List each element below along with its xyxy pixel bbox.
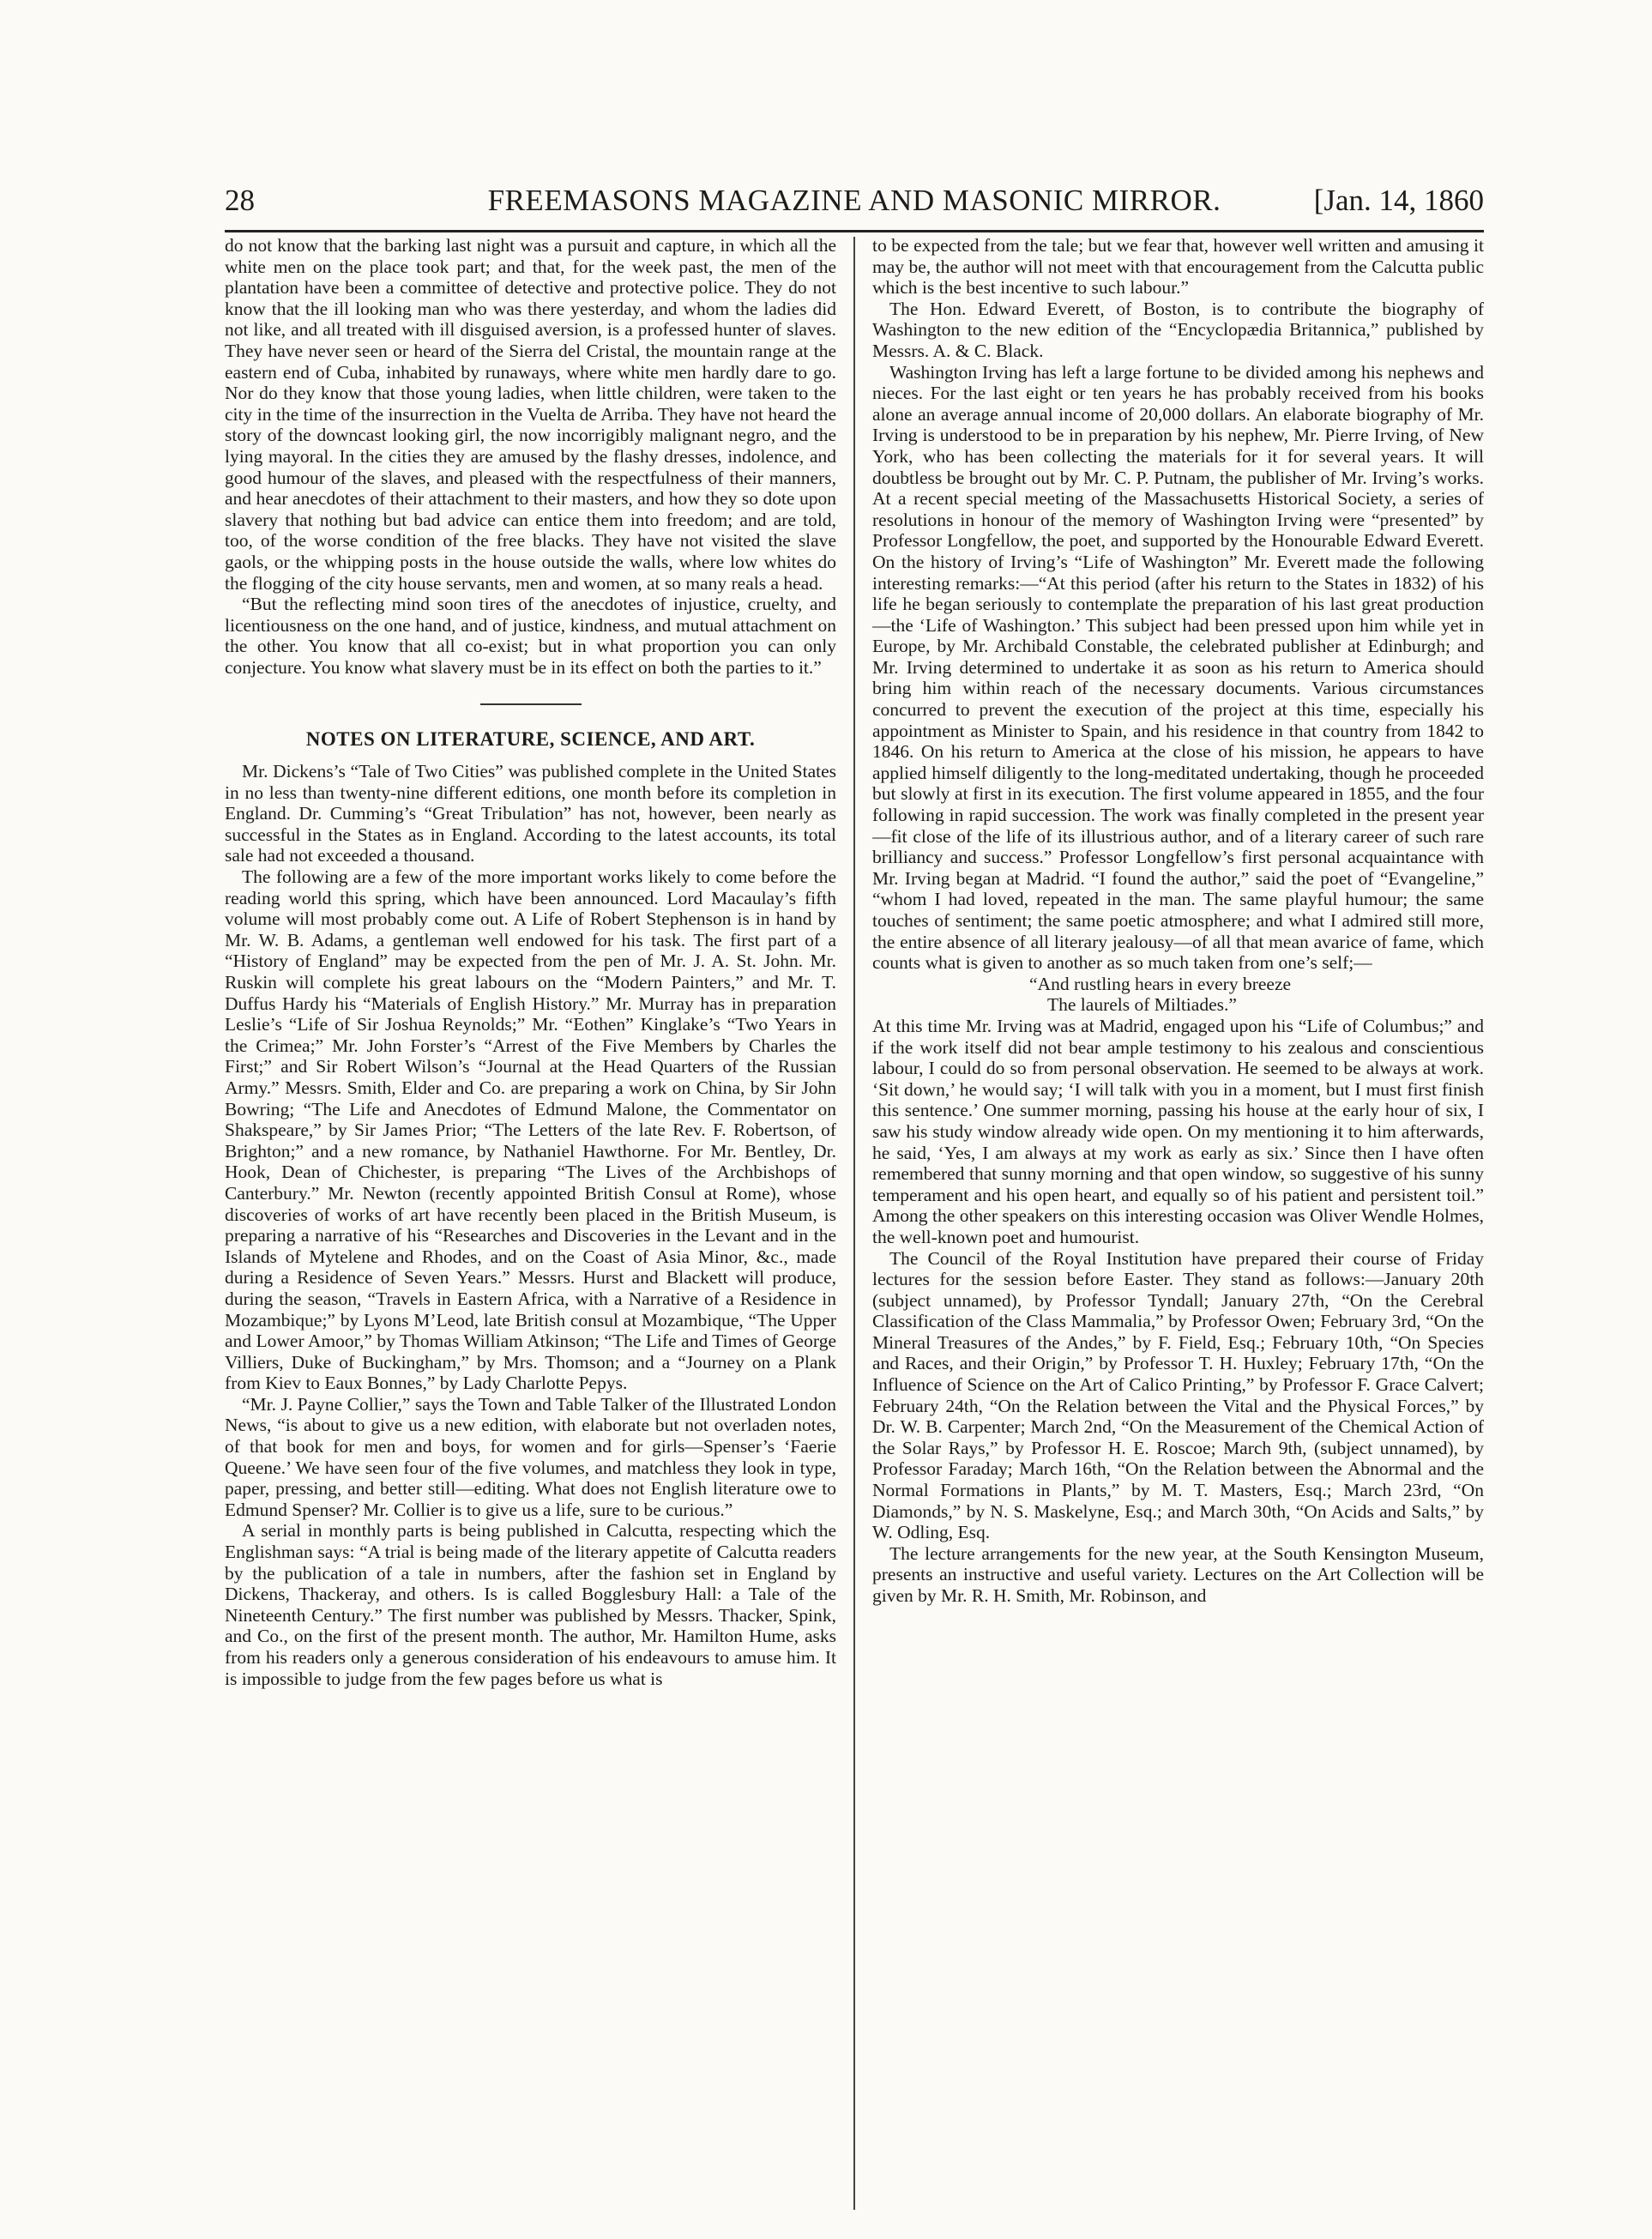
paragraph: “But the reflecting mind soon tires of the anecdotes of injustice, cruelty, and licentiousness on the one hand, and of justice, kindness, and mutual attachment on the other. You know that all co-exist; but in what proportion you can only conjecture. You know what slavery must be in its effect on both the parties to it.” <box>225 594 836 678</box>
journal-title: FREEMASONS MAGAZINE AND MASONIC MIRROR. <box>487 184 1221 217</box>
paragraph: The lecture arrangements for the new year, at the South Kensington Museum, presents an instructive and useful variety. Lectures on the Art Collection will be given by Mr. R. H. Smith, Mr. Robinson, and <box>872 1542 1484 1606</box>
paragraph: A serial in monthly parts is being published in Calcutta, respecting which the Englishman says: “A trial is being made of the literary appetite of Calcutta readers by the publication of a tale in numbers, after the fashion set in England by Dickens, Thackeray, and others. Is is called Bogglesbury Hall: a Tale of the Nineteenth Century.” The first number was published by Messrs. Thacker, Spink, and Co., on the first of the present month. The author, Mr. Hamilton Hume, asks from his readers only a generous consideration of his endeavours to amuse him. It is impossible to judge from the few pages before us what is <box>225 1520 836 1689</box>
paragraph: At this time Mr. Irving was at Madrid, engaged upon his “Life of Columbus;” and if the work itself did not bear ample testimony to his zealous and conscientious labour, I could do so from personal observation. He seemed to be always at work. ‘Sit down,’ he would say; ‘I will talk with you in a moment, but I must first finish this sentence.’ One summer morning, passing his house at the early hour of six, I saw his study window already wide open. On my mentioning it to him afterwards, he said, ‘Yes, I am always at my work as early as six.’ Since then I have often remembered that sunny morning and that open window, so suggestive of his sunny temperament and his open heart, and equally so of his patient and persistent toil.” Among the other speakers on this interesting occasion was Oliver Wendle Holmes, the well-known poet and humourist. <box>872 1015 1484 1247</box>
verse-line: “And rustling hears in every breeze <box>1029 973 1292 994</box>
paragraph: “Mr. J. Payne Collier,” says the Town and Table Talker of the Illustrated London News, “is about to give us a new edition, with elaborate but not overladen notes, of that book for men and boys, for women and for girls—Spenser’s ‘Faerie Queene.’ We have seen four of the five volumes, and matchless they look in type, paper, pressing, and better still—editing. What does not English literature owe to Edmund Spenser? Mr. Collier is to give us a life, sure to be curious.” <box>225 1393 836 1520</box>
paragraph: to be expected from the tale; but we fear that, however well written and amusing it may be, the author will not meet with that encouragement from the Calcutta public which is the best incentive to such labour.” <box>872 235 1484 299</box>
paragraph: The Hon. Edward Everett, of Boston, is to contribute the biography of Washington to the new edition of the “Encyclopædia Britannica,” published by Messrs. A. & C. Black. <box>872 298 1484 361</box>
paragraph: The following are a few of the more important works likely to come before the reading world this spring, which have been announced. Lord Macaulay’s fifth volume will most probably come out. A Life of Robert Stephenson is in hand by Mr. W. B. Adams, a gentleman well endowed for his task. The first part of a “History of England” may be expected from the pen of Mr. J. A. St. John. Mr. Ruskin will complete his great labours on the “Modern Painters,” and Mr. T. Duffus Hardy his “Materials of English History.” Mr. Murray has in preparation Leslie’s “Life of Sir Joshua Reynolds;” Mr. “Eothen” Kinglake’s “Two Years in the Crimea;” Mr. John Forster’s “Arrest of the Five Members by Charles the First;” and Sir Robert Wilson’s “Journal at the Head Quarters of the Russian Army.” Messrs. Smith, Elder and Co. are preparing a work on China, by Sir John Bowring; “The Life and Anecdotes of Edmund Malone, the Commentator on Shakspeare,” by Sir James Prior; “The Letters of the late Rev. F. Robertson, of Brighton;” and a new romance, by Nathaniel Hawthorne. For Mr. Bentley, Dr. Hook, Dean of Chichester, is preparing “The Lives of the Archbishops of Canterbury.” Mr. Newton (recently appointed British Consul at Rome), whose discoveries of works of art have recently been placed in the British Museum, is preparing a narrative of his “Researches and Discoveries in the Levant and in the Islands of Mytelene and Rhodes, and on the Coast of Asia Minor, &c., made during a Residence of Seven Years.” Messrs. Hurst and Blackett will produce, during the season, “Travels in Eastern Africa, with a Narrative of a Residence in Mozambique;” by Lyons M’Leod, late British consul at Mozambique, “The Upper and Lower Amoor,” by Thomas William Atkinson; “The Life and Times of George Villiers, Duke of Buckingham,” by Mrs. Thomson; and a “Journey on a Plank from Kiev to Eaux Bonnes,” by Lady Charlotte Pepys. <box>225 866 836 1394</box>
page-number: 28 <box>225 184 255 217</box>
left-column <box>225 235 836 2217</box>
page-header <box>225 184 1484 226</box>
paragraph: Mr. Dickens’s “Tale of Two Cities” was published complete in the United States in no less than twenty-nine different editions, one month before its completion in England. Dr. Cumming’s “Great Tribulation” has not, however, been nearly as successful in the States as in England. According to the latest accounts, its total sale had not exceeded a thousand. <box>225 761 836 866</box>
section-divider <box>480 703 582 705</box>
paragraph: Washington Irving has left a large fortune to be divided among his nephews and nieces. For the last eight or ten years he has probably received from his books alone an average annual income of 20,000 dollars. An elaborate biography of Mr. Irving is understood to be in preparation by his nephew, Mr. Pierre Irving, of New York, who has been collecting the materials for it for several years. It will doubtless be brought out by Mr. C. P. Putnam, the publisher of Mr. Irving’s works. At a recent special meeting of the Massachusetts Historical Society, a series of resolutions in honour of the memory of Washington Irving were “presented” by Professor Longfellow, the poet, and supported by the Honourable Edward Everett. On the history of Irving’s “Life of Washington” Mr. Everett made the following interesting remarks:—“At this period (after his return to the States in 1832) of his life he began seriously to contemplate the preparation of his last great production—the ‘Life of Washington.’ This subject had been pressed upon him while yet in Europe, by Mr. Archibald Constable, the celebrated publisher at Edinburgh; and Mr. Irving determined to undertake it as soon as his return to America should bring him within reach of the necessary documents. Various circumstances concurred to prevent the execution of the project at this time, especially his appointment as Minister to Spain, and his residence in that country from 1842 to 1846. On his return to America at the close of his mission, he appears to have applied himself diligently to the long-meditated undertaking, though he proceeded but slowly at first in its execution. The first volume appeared in 1855, and the four following in rapid succession. The work was finally completed in the present year—fit close of the life of its illustrious author, and of a literary career of such rare brilliancy and success.” Professor Longfellow’s first personal acquaintance with Mr. Irving began at Madrid. “I found the author,” said the poet of “Evangeline,” “whom I had loved, repeated in the man. The same playful humour; the same touches of sentiment; the same poetic atmosphere; and what I admired still more, the entire absence of all literary jealousy—of all that mean avarice of fame, which counts what is given to another as so much taken from one’s self;— <box>872 361 1484 974</box>
paragraph: The Council of the Royal Institution have prepared their course of Friday lectures for the session before Easter. They stand as follows:—January 20th (subject unnamed), by Professor Tyndall; January 27th, “On the Cerebral Classification of the Class Mammalia,” by Professor Owen; February 3rd, “On the Mineral Treasures of the Andes,” by F. Field, Esq.; February 10th, “On Species and Races, and their Origin,” by Professor T. H. Huxley; February 17th, “On the Influence of Science on the Art of Calico Printing,” by Professor F. Grace Calvert; February 24th, “On the Relation between the Vital and the Physical Forces,” by Dr. W. B. Carpenter; March 2nd, “On the Measurement of the Chemical Action of the Solar Rays,” by Professor H. E. Roscoe; March 9th, (subject unnamed), by Professor Faraday; March 16th, “On the Relation between the Abnormal and the Normal Formations in Plants,” by M. T. Masters, Esq.; March 23rd, “On Diamonds,” by N. S. Maskelyne, Esq.; and March 30th, “On Acids and Salts,” by W. Odling, Esq. <box>872 1247 1484 1543</box>
issue-date: [Jan. 14, 1860 <box>1313 184 1484 217</box>
column-divider <box>853 237 855 2210</box>
right-column <box>872 235 1484 2217</box>
verse-line: The laurels of Miltiades.” <box>1047 994 1237 1016</box>
paragraph: do not know that the barking last night was a pursuit and capture, in which all the white men on the place took part; and that, for the week past, the men of the plantation have been a committee of detective and protective police. They do not know that the ill looking man who was there yesterday, and whom the ladies did not like, and all treated with ill disguised aversion, is a professed hunter of slaves. They have never seen or heard of the Sierra del Cristal, the mountain range at the eastern end of Cuba, inhabited by runaways, where white men hardly dare to go. Nor do they know that those young ladies, when little children, were taken to the city in the time of the insurrection in the Vuelta de Arriba. They have not heard the story of the downcast looking girl, the now incorrigibly malignant negro, and the lying mayoral. In the cities they are amused by the flashy dresses, indolence, and good humour of the slaves, and pleased with the respectfulness of their manners, and hear anecdotes of their attachment to their masters, and how they so dote upon slavery that nothing but bad advice can entice them into freedom; and are told, too, of the worse condition of the free blacks. They have not visited the slave gaols, or the whipping posts in the house outside the walls, where low whites do the flogging of the city house servants, men and women, at so many reals a head. <box>225 235 836 594</box>
section-heading: NOTES ON LITERATURE, SCIENCE, AND ART. <box>305 728 756 751</box>
header-rule <box>225 230 1484 232</box>
